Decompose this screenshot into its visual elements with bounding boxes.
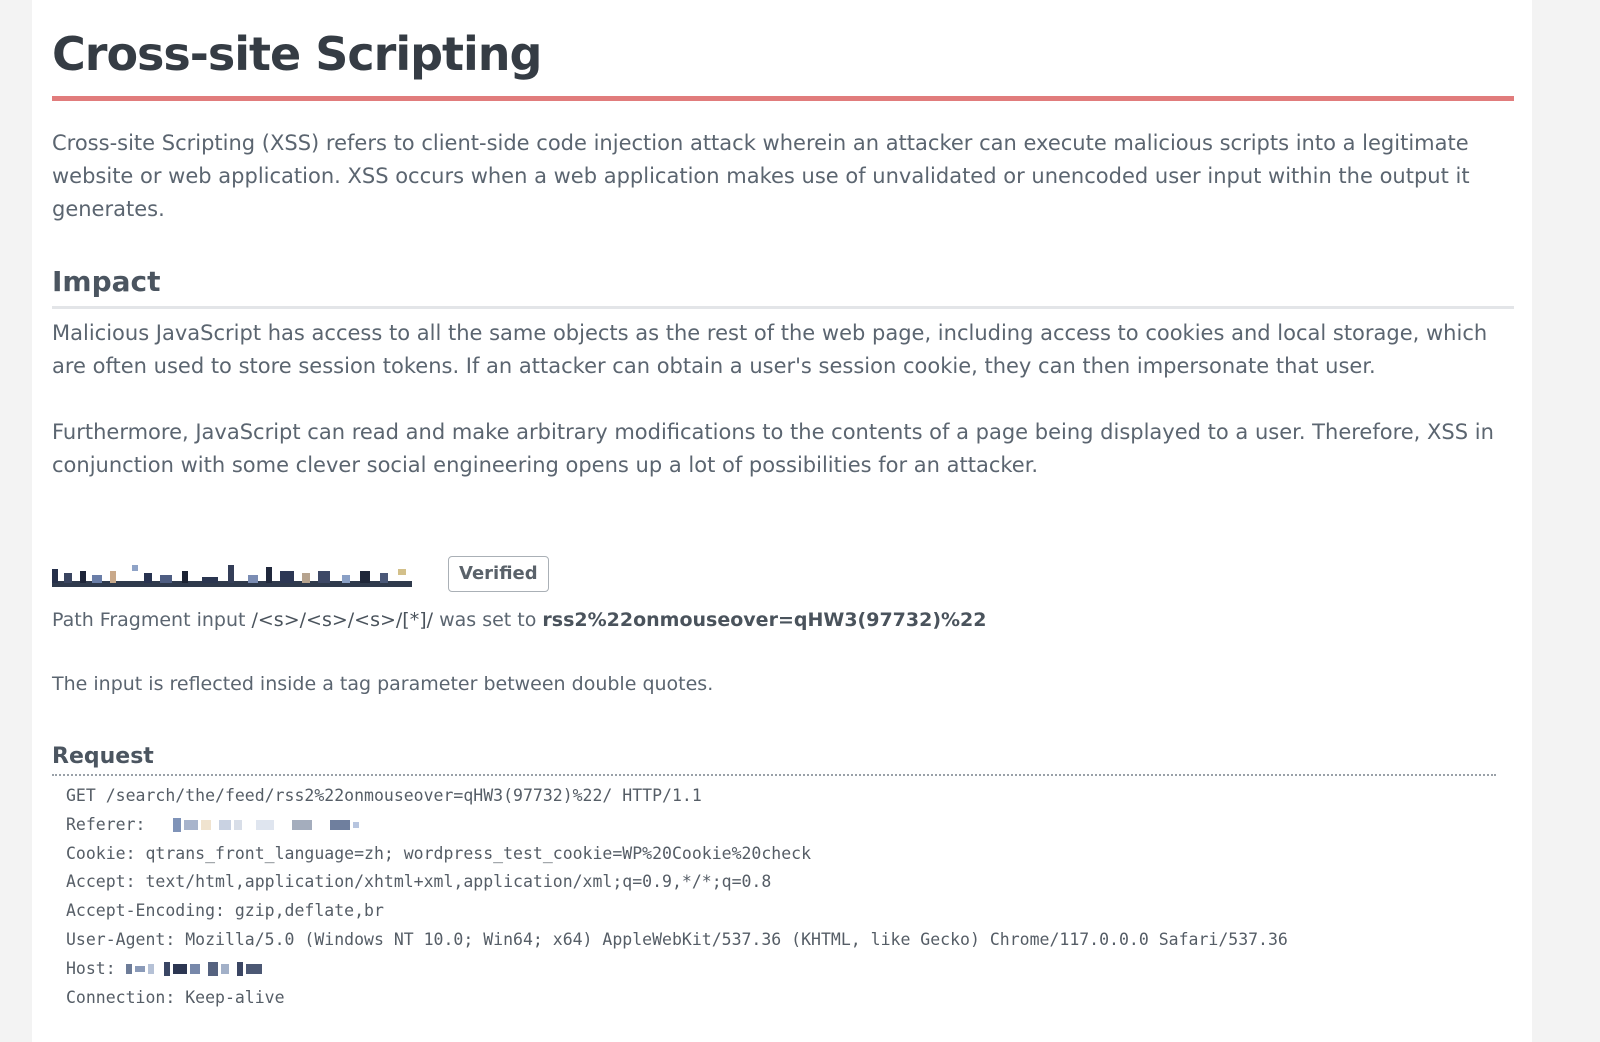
impact-paragraph-1: Malicious JavaScript has access to all the same objects as the rest of the web page, including access to cookies and local storage, which are often used to store session tokens. If an attacker can obtain a user's session cookie, they can then impersonate that user.: [52, 321, 1488, 378]
request-block: [52, 782, 1514, 1012]
reflection-note: The input is reflected inside a tag parameter between double quotes.: [52, 673, 714, 695]
redacted-host: [126, 961, 265, 977]
impact-divider: [52, 306, 1514, 309]
path-value: rss2%22onmouseover=qHW3(97732)%22: [542, 609, 987, 631]
impact-paragraph-2: Furthermore, JavaScript can read and make arbitrary modifications to the contents of a page being displayed to a user. Therefore, XSS in conjunction with some clever social engineering opens up a lot of possibilities for an attacker.: [52, 420, 1494, 477]
path-fragment-line: [52, 606, 1514, 634]
request-line-accept-encoding: Accept-Encoding: gzip,deflate,br: [66, 901, 384, 921]
finding-header: [52, 554, 1514, 594]
request-line-connection: Connection: Keep-alive: [66, 987, 285, 1007]
host-label: Host:: [66, 958, 126, 978]
vulnerability-card: [32, 0, 1532, 1042]
request-divider: [52, 774, 1496, 776]
redacted-url-link[interactable]: [52, 559, 412, 589]
request-line-cookie: Cookie: qtrans_front_language=zh; wordpress_test_cookie=WP%20Cookie%20check: [66, 843, 812, 863]
request-line-accept: Accept: text/html,application/xhtml+xml,application/xml;q=0.9,*/*;q=0.8: [66, 872, 772, 892]
request-line-get: GET /search/the/feed/rss2%22onmouseover=qHW3(97732)%22/ HTTP/1.1: [66, 786, 702, 805]
referer-label: Referer:: [66, 814, 156, 834]
request-line-user-agent: User-Agent: Mozilla/5.0 (Windows NT 10.0; Win64; x64) AppleWebKit/537.36 (KHTML, like Gecko) Chrome/117.0.0.0 Safari/537.36: [66, 929, 1288, 949]
path-prefix: Path Fragment input: [52, 609, 252, 631]
content: [52, 24, 1514, 1012]
request-heading: Request: [52, 744, 154, 769]
redacted-referer: [173, 817, 362, 833]
title-divider: [52, 96, 1514, 101]
verified-badge: Verified: [448, 556, 549, 592]
request-line-host: [66, 955, 1514, 984]
impact-heading: Impact: [52, 265, 161, 298]
page-title: Cross-site Scripting: [52, 27, 542, 81]
intro-paragraph: Cross-site Scripting (XSS) refers to client-side code injection attack wherein an attacker can execute malicious scripts into a legitimate website or web application. XSS occurs when a web application makes use of unvalidated or unencoded user input within the output it generates.: [52, 131, 1470, 221]
request-line-referer: [66, 811, 1514, 840]
path-pattern: /<s>/<s>/<s>/[*]/: [251, 609, 434, 631]
path-middle: was set to: [433, 609, 543, 631]
